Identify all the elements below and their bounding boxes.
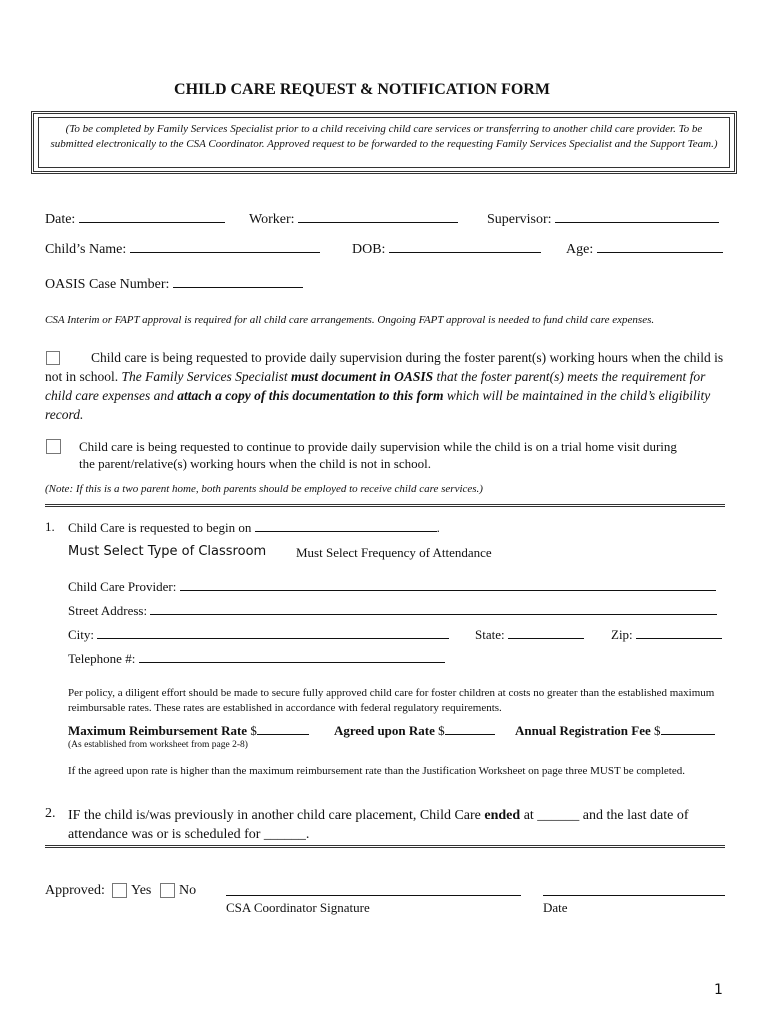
worker-label: Worker: bbox=[249, 212, 295, 227]
max-rate-input[interactable] bbox=[257, 722, 309, 735]
option2-line1: Child care is being requested to continue to provide daily supervision while the child is on a trial home visit during bbox=[79, 439, 677, 454]
option2-checkbox[interactable] bbox=[46, 439, 61, 454]
state-label: State: bbox=[475, 627, 505, 642]
section2-line1 bbox=[68, 806, 728, 825]
option1-text-a: Child care is being requested to provide daily supervision during the foster parent(s) working hours when the child is not in school. bbox=[45, 350, 724, 384]
zip-label: Zip: bbox=[611, 627, 633, 642]
zip-input[interactable] bbox=[636, 626, 722, 639]
classroom-type-select[interactable]: Must Select Type of Classroom bbox=[68, 544, 267, 559]
agreed-rate-dollar: $ bbox=[438, 723, 445, 738]
justification-text: If the agreed upon rate is higher than the maximum reimbursement rate than the Justification Worksheet on page three MUST be completed. bbox=[68, 765, 685, 777]
age-field bbox=[566, 240, 723, 258]
option2-line2: the parent/relative(s) working hours when the child is not in school. bbox=[79, 456, 432, 471]
supervisor-label: Supervisor: bbox=[487, 212, 552, 227]
option1-text-d: that the foster parent(s) meets the requirement for child care expenses and bbox=[45, 369, 706, 403]
option1-text-e: attach a copy of this documentation to this form bbox=[177, 388, 444, 403]
two-parent-note: (Note: If this is a two parent home, both parents should be employed to receive child care services.) bbox=[45, 483, 483, 495]
state-input[interactable] bbox=[508, 626, 584, 639]
no-label: No bbox=[179, 883, 197, 898]
worker-field bbox=[249, 210, 458, 228]
provider-input[interactable] bbox=[180, 578, 716, 591]
page-number: 1 bbox=[714, 982, 723, 998]
supervisor-input[interactable] bbox=[555, 210, 719, 223]
child-name-label: Child’s Name: bbox=[45, 242, 127, 257]
date-input[interactable] bbox=[79, 210, 225, 223]
begin-date-label: Child Care is requested to begin on bbox=[68, 520, 252, 535]
city-input[interactable] bbox=[97, 626, 449, 639]
zip-field bbox=[611, 626, 722, 643]
age-label: Age: bbox=[566, 242, 594, 257]
street-label: Street Address: bbox=[68, 603, 148, 618]
section2-text-c: at ______ and the last date of bbox=[523, 808, 689, 823]
state-field bbox=[475, 626, 584, 643]
street-field bbox=[68, 602, 717, 619]
age-input[interactable] bbox=[597, 240, 723, 253]
reg-fee-dollar: $ bbox=[654, 723, 661, 738]
signature-line[interactable] bbox=[226, 895, 521, 896]
max-rate-label: Maximum Reimbursement Rate bbox=[68, 723, 248, 738]
option1-text-c: must document in OASIS bbox=[290, 369, 434, 384]
policy-text: Per policy, a diligent effort should be made to secure fully approved child care for foster children at costs no greater than the established maximum reimbursable rates. These rates are established in accordance with federal regulatory requirements. bbox=[68, 687, 715, 714]
approval-date-label: Date bbox=[543, 900, 568, 915]
section2-text-b: ended bbox=[484, 808, 521, 823]
approval-note: CSA Interim or FAPT approval is required for all child care arrangements. Ongoing FAPT approval is needed to fund child care expenses. bbox=[45, 314, 655, 326]
form-title: CHILD CARE REQUEST & NOTIFICATION FORM bbox=[174, 81, 550, 98]
city-field bbox=[68, 626, 449, 643]
option1-text-f: which will be maintained in the child’s eligibility record. bbox=[45, 388, 711, 422]
signature-label: CSA Coordinator Signature bbox=[226, 900, 370, 915]
agreed-rate-field bbox=[334, 722, 495, 739]
oasis-input[interactable] bbox=[173, 275, 303, 288]
max-rate-dollar: $ bbox=[250, 723, 257, 738]
reg-fee-field bbox=[515, 722, 715, 739]
agreed-rate-input[interactable] bbox=[445, 722, 495, 735]
section2-number: 2. bbox=[45, 806, 56, 821]
worker-input[interactable] bbox=[298, 210, 458, 223]
approved-no-checkbox[interactable] bbox=[160, 883, 175, 898]
dob-label: DOB: bbox=[352, 242, 386, 257]
reg-fee-label: Annual Registration Fee bbox=[515, 723, 651, 738]
date-label: Date: bbox=[45, 212, 76, 227]
provider-label: Child Care Provider: bbox=[68, 579, 177, 594]
oasis-field bbox=[45, 275, 303, 293]
approval-date-line[interactable] bbox=[543, 895, 725, 896]
section2-line2: attendance was or is scheduled for ______. bbox=[68, 827, 310, 842]
worksheet-note: (As established from worksheet from page 2-8) bbox=[68, 740, 248, 750]
dob-input[interactable] bbox=[389, 240, 541, 253]
provider-field bbox=[68, 578, 716, 595]
supervisor-field bbox=[487, 210, 719, 228]
option2-text bbox=[79, 438, 729, 472]
street-input[interactable] bbox=[150, 602, 717, 615]
child-name-field bbox=[45, 240, 320, 258]
telephone-label: Telephone #: bbox=[68, 651, 136, 666]
section-divider-bottom bbox=[45, 845, 725, 848]
yes-label: Yes bbox=[131, 883, 152, 898]
date-field bbox=[45, 210, 225, 228]
dob-field bbox=[352, 240, 541, 258]
oasis-label: OASIS Case Number: bbox=[45, 277, 170, 292]
section-divider bbox=[45, 504, 725, 507]
option1-text bbox=[45, 348, 725, 424]
option1-text-b: The Family Services Specialist bbox=[121, 369, 288, 384]
agreed-rate-label: Agreed upon Rate bbox=[334, 723, 435, 738]
city-label: City: bbox=[68, 627, 95, 642]
attendance-frequency-select[interactable]: Must Select Frequency of Attendance bbox=[296, 545, 492, 560]
telephone-input[interactable] bbox=[139, 650, 445, 663]
section2-text-a: IF the child is/was previously in another child care placement, Child Care bbox=[68, 808, 481, 823]
approved-label: Approved: bbox=[45, 883, 105, 898]
section2-text bbox=[68, 806, 728, 844]
approved-yes-checkbox[interactable] bbox=[112, 883, 127, 898]
max-rate-field bbox=[68, 722, 309, 739]
begin-date-field: Child Care is requested to begin on . bbox=[68, 520, 440, 535]
section1-number: 1. bbox=[45, 519, 55, 534]
instructions-box bbox=[38, 117, 730, 168]
child-name-input[interactable] bbox=[130, 240, 320, 253]
telephone-field bbox=[68, 650, 445, 667]
reg-fee-input[interactable] bbox=[661, 722, 715, 735]
begin-date-input[interactable] bbox=[255, 519, 437, 532]
instructions-text: (To be completed by Family Services Specialist prior to a child receiving child care services or transferring to another child care provider. To be submitted electronically to the CSA Coordinator. Approved request to be forwarded to the requesting Family Services Specialist and the Support Team.) bbox=[50, 123, 718, 150]
